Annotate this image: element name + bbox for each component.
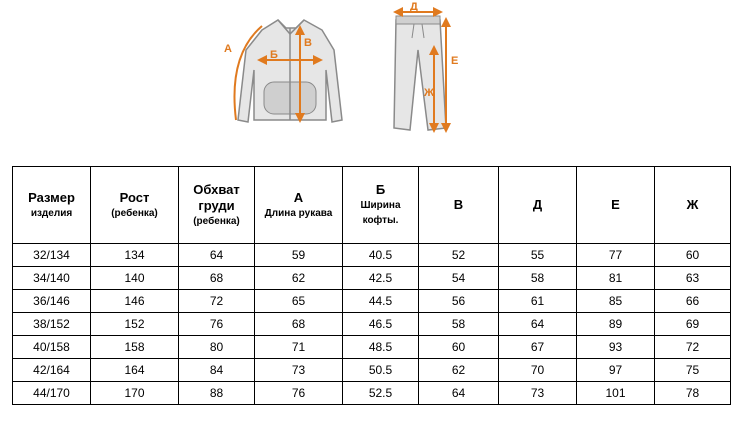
header-b: Б Ширина кофты. <box>343 167 419 244</box>
header-a: А Длина рукава <box>255 167 343 244</box>
cell-e: 89 <box>577 313 655 336</box>
header-d: Д <box>499 167 577 244</box>
cell-height: 158 <box>91 336 179 359</box>
cell-a: 76 <box>255 382 343 405</box>
cell-size: 36/146 <box>13 290 91 313</box>
cell-v: 52 <box>419 244 499 267</box>
cell-v: 58 <box>419 313 499 336</box>
cell-zh: 72 <box>655 336 731 359</box>
cell-chest: 76 <box>179 313 255 336</box>
cell-b: 48.5 <box>343 336 419 359</box>
cell-height: 140 <box>91 267 179 290</box>
table-row <box>13 267 731 290</box>
cell-a: 73 <box>255 359 343 382</box>
cell-zh: 69 <box>655 313 731 336</box>
table-row <box>13 313 731 336</box>
cell-a: 59 <box>255 244 343 267</box>
cell-e: 77 <box>577 244 655 267</box>
cell-a: 65 <box>255 290 343 313</box>
cell-chest: 64 <box>179 244 255 267</box>
cell-chest: 68 <box>179 267 255 290</box>
header-v: В <box>419 167 499 244</box>
cell-chest: 84 <box>179 359 255 382</box>
cell-size: 34/140 <box>13 267 91 290</box>
cell-e: 97 <box>577 359 655 382</box>
label-d: Д <box>410 1 418 13</box>
cell-zh: 78 <box>655 382 731 405</box>
cell-b: 40.5 <box>343 244 419 267</box>
table-row <box>13 336 731 359</box>
cell-zh: 63 <box>655 267 731 290</box>
cell-size: 40/158 <box>13 336 91 359</box>
cell-v: 64 <box>419 382 499 405</box>
table-row <box>13 382 731 405</box>
cell-b: 50.5 <box>343 359 419 382</box>
cell-height: 152 <box>91 313 179 336</box>
cell-height: 146 <box>91 290 179 313</box>
label-zh: Ж <box>424 87 434 99</box>
cell-a: 71 <box>255 336 343 359</box>
cell-d: 61 <box>499 290 577 313</box>
cell-size: 42/164 <box>13 359 91 382</box>
cell-b: 42.5 <box>343 267 419 290</box>
cell-e: 81 <box>577 267 655 290</box>
cell-size: 38/152 <box>13 313 91 336</box>
cell-zh: 60 <box>655 244 731 267</box>
pants-drawing <box>394 16 446 130</box>
cell-height: 134 <box>91 244 179 267</box>
header-chest: Обхват груди (ребенка) <box>179 167 255 244</box>
label-e: Е <box>451 55 459 67</box>
header-height: Рост (ребенка) <box>91 167 179 244</box>
table-row <box>13 290 731 313</box>
header-size: Размер изделия <box>13 167 91 244</box>
label-a: А <box>224 43 232 55</box>
cell-d: 58 <box>499 267 577 290</box>
cell-v: 62 <box>419 359 499 382</box>
cell-v: 60 <box>419 336 499 359</box>
cell-b: 44.5 <box>343 290 419 313</box>
cell-height: 164 <box>91 359 179 382</box>
cell-a: 62 <box>255 267 343 290</box>
cell-e: 93 <box>577 336 655 359</box>
cell-chest: 88 <box>179 382 255 405</box>
table-row <box>13 244 731 267</box>
cell-b: 52.5 <box>343 382 419 405</box>
cell-v: 56 <box>419 290 499 313</box>
cell-zh: 75 <box>655 359 731 382</box>
cell-chest: 72 <box>179 290 255 313</box>
table-row <box>13 359 731 382</box>
label-b: Б <box>270 49 278 61</box>
cell-d: 70 <box>499 359 577 382</box>
header-e: Е <box>577 167 655 244</box>
cell-d: 67 <box>499 336 577 359</box>
cell-a: 68 <box>255 313 343 336</box>
cell-b: 46.5 <box>343 313 419 336</box>
cell-chest: 80 <box>179 336 255 359</box>
pants-waistband <box>396 16 440 24</box>
label-v: В <box>304 37 312 49</box>
cell-size: 32/134 <box>13 244 91 267</box>
cell-v: 54 <box>419 267 499 290</box>
table-body <box>13 244 731 405</box>
pants-body <box>394 20 446 130</box>
cell-e: 85 <box>577 290 655 313</box>
cell-size: 44/170 <box>13 382 91 405</box>
cell-d: 73 <box>499 382 577 405</box>
cell-zh: 66 <box>655 290 731 313</box>
table-header-row <box>13 167 731 244</box>
cell-e: 101 <box>577 382 655 405</box>
cell-d: 64 <box>499 313 577 336</box>
garment-illustration <box>0 0 741 160</box>
cell-d: 55 <box>499 244 577 267</box>
cell-height: 170 <box>91 382 179 405</box>
size-table <box>12 166 731 405</box>
header-zh: Ж <box>655 167 731 244</box>
